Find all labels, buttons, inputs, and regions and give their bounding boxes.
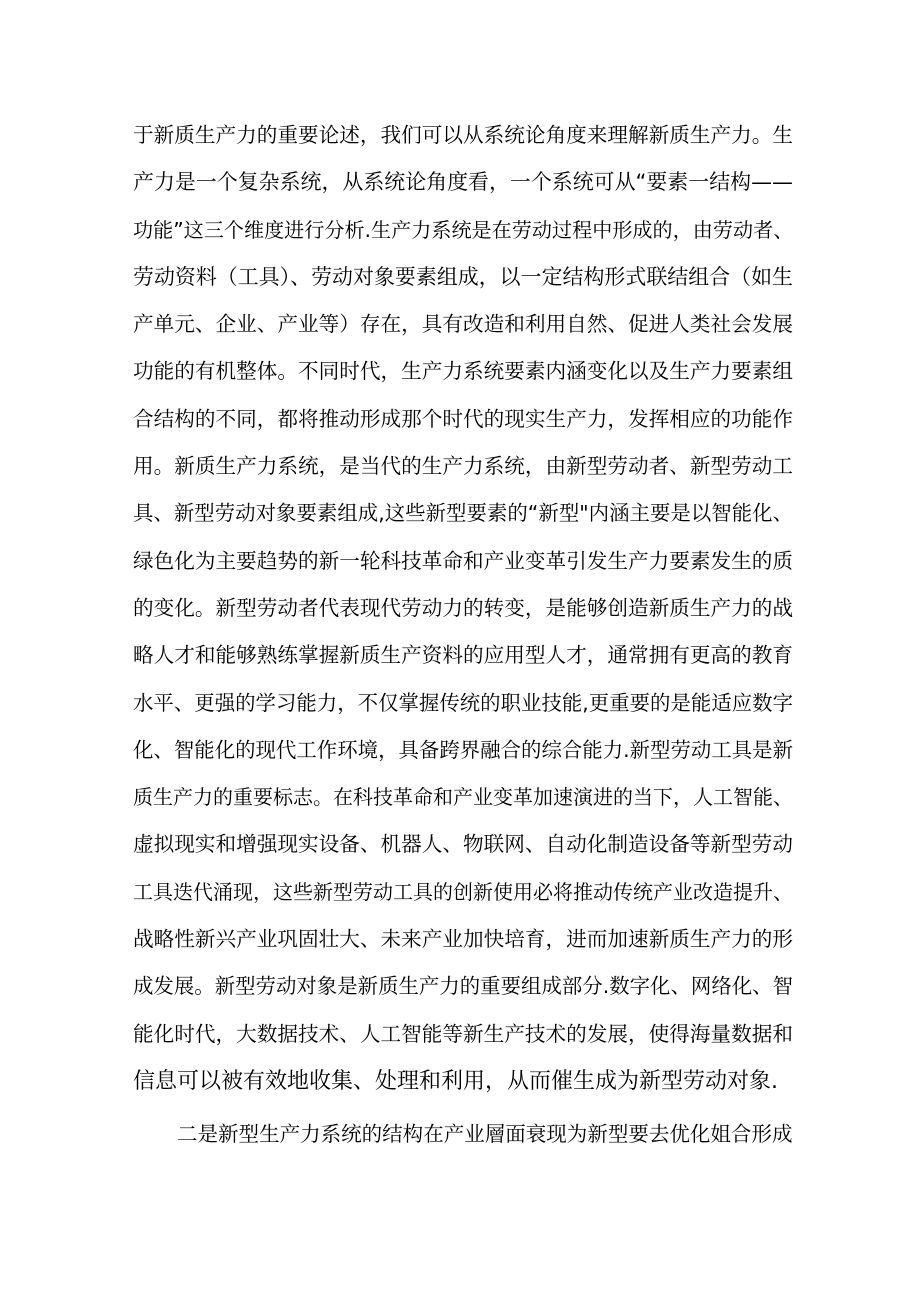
text-line: 信息可以被有效地收集、处理和利用，从而催生成为新型劳动对象. — [133, 1068, 778, 1094]
text-line: 于新质生产力的重要论述，我们可以从系统论角度来理解新质生产力。生 — [133, 123, 794, 147]
text-line: 功能”这三个维度进行分析.生产力系统是在劳动过程中形成的，由劳动者、 — [133, 217, 794, 242]
text-line: 的变化。新型劳动者代表现代劳动力的转变，是能够创造新质生产力的战 — [133, 595, 794, 620]
text-line: 具、新型劳动对象要素组成,这些新型要素的“新型"内涵主要是以智能化、 — [133, 501, 793, 526]
text-line: 绿色化为主要趋势的新一轮科技革命和产业变革引发生产力要素发生的质 — [133, 548, 794, 573]
text-line: 产单元、企业、产业等）存在，具有改造和利用自然、促进人类社会发展 — [133, 312, 794, 337]
text-line: 功能的有机整体。不同时代，生产力系统要素内涵变化以及生产力要素组 — [133, 359, 794, 384]
text-line: 用。新质生产力系统，是当代的生产力系统，由新型劳动者、新型劳动工 — [133, 454, 794, 479]
text-line: 能化时代，大数据技术、人工智能等新生产技术的发展，使得海量数据和 — [133, 1021, 794, 1046]
paragraph-1 — [133, 112, 793, 1105]
text-line: 合结构的不同，都将推动形成那个时代的现实生产力，发挥相应的功能作 — [133, 406, 794, 431]
text-line: 水平、更强的学习能力，不仅掌握传统的职业技能,更重要的是能适应数字 — [133, 690, 793, 715]
text-line: 成发展。新型劳动对象是新质生产力的重要组成部分.数字化、网络化、智 — [133, 974, 793, 999]
paragraph-2 — [133, 1111, 793, 1158]
text-line: 战略性新兴产业巩固壮大、未来产业加快培育，进而加速新质生产力的形 — [133, 927, 794, 952]
text-line: 质生产力的重要标志。在科技革命和产业变革加速演进的当下，人工智能、 — [133, 785, 793, 810]
text-line: 劳动资料（工具）、劳动对象要素组成，以一定结构形式联结组合（如生 — [133, 264, 793, 289]
text-line: 略人才和能够熟练掌握新质生产资料的应用型人才，通常拥有更高的教育 — [133, 643, 794, 668]
text-line: 产力是一个复杂系统，从系统论角度看，一个系统可从“要素一结构—— — [133, 170, 793, 195]
document-body — [133, 112, 793, 1159]
text-line: 二是新型生产力系统的结构在产业層面衰现为新型要去优化姐合形成 — [177, 1122, 793, 1147]
text-line: 工具迭代涌现，这些新型劳动工具的创新使用必将推动传统产业改造提升、 — [133, 879, 793, 904]
text-line: 虚拟现实和增强现实设备、机器人、物联网、自动化制造设备等新型劳动 — [133, 832, 794, 857]
text-line: 化、智能化的现代工作环境，具备跨界融合的综合能力.新型劳动工具是新 — [133, 737, 793, 762]
